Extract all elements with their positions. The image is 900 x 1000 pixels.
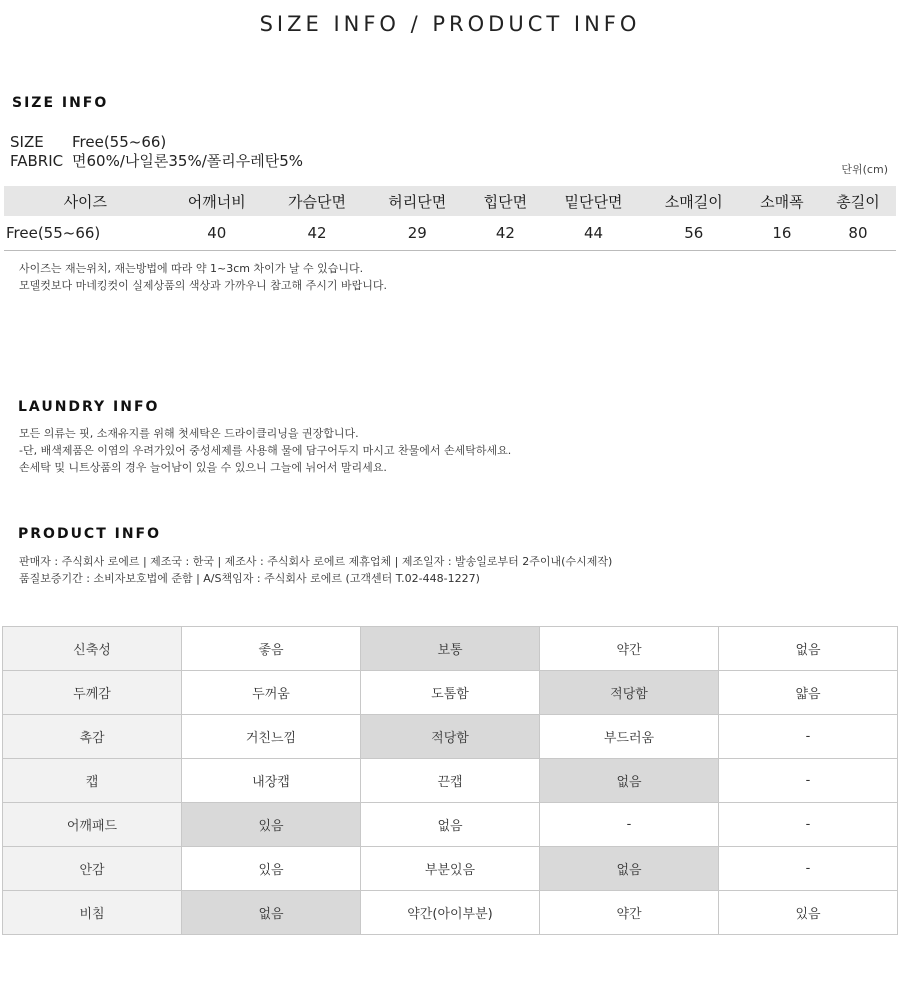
size-table: [4, 186, 896, 251]
property-row: [3, 803, 898, 847]
property-row: [3, 759, 898, 803]
property-label: 신축성: [3, 627, 182, 671]
laundry-notes: [19, 425, 511, 476]
table-row: [4, 216, 896, 251]
product-info-heading: PRODUCT INFO: [18, 526, 162, 542]
size-cell: 80: [820, 216, 896, 251]
property-option: -: [719, 847, 898, 891]
product-notes: [19, 553, 612, 587]
property-option: -: [540, 803, 719, 847]
note-line: 사이즈는 재는위치, 재는방법에 따라 약 1~3cm 차이가 날 수 있습니다.: [19, 262, 364, 275]
property-row: [3, 671, 898, 715]
size-header-cell: 가슴단면: [267, 186, 367, 216]
laundry-line: 모든 의류는 핏, 소재유지를 위해 첫세탁은 드라이클리닝을 권장합니다.: [19, 427, 359, 440]
fabric-spec: [10, 150, 303, 171]
size-header-cell: 허리단면: [367, 186, 467, 216]
property-option: 거친느낌: [182, 715, 361, 759]
property-option-selected: 보통: [361, 627, 540, 671]
property-row: [3, 847, 898, 891]
property-option: -: [719, 803, 898, 847]
property-option-selected: 적당함: [540, 671, 719, 715]
product-line: 품질보증기간 : 소비자보호법에 준함 | A/S책임자 : 주식회사 로에르 (고객센터 T.02-448-1227): [19, 572, 480, 585]
property-row: [3, 715, 898, 759]
size-cell: 29: [367, 216, 467, 251]
property-option: 약간(아이부분): [361, 891, 540, 935]
size-cell: 42: [267, 216, 367, 251]
property-option-selected: 없음: [182, 891, 361, 935]
property-label: 캡: [3, 759, 182, 803]
property-option: 끈캡: [361, 759, 540, 803]
property-option: 내장캡: [182, 759, 361, 803]
size-spec: [10, 133, 166, 151]
size-cell: 40: [167, 216, 267, 251]
property-option-selected: 없음: [540, 759, 719, 803]
property-label: 비침: [3, 891, 182, 935]
size-header-cell: 사이즈: [4, 186, 167, 216]
fabric-label: FABRIC: [10, 152, 64, 170]
property-row: [3, 627, 898, 671]
laundry-info-heading: LAUNDRY INFO: [18, 399, 160, 415]
property-option-selected: 있음: [182, 803, 361, 847]
size-header-cell: 힙단면: [467, 186, 543, 216]
property-option: 도톰함: [361, 671, 540, 715]
size-cell: 56: [644, 216, 744, 251]
size-value: Free(55~66): [72, 133, 167, 151]
size-cell: 42: [467, 216, 543, 251]
property-option: 있음: [719, 891, 898, 935]
laundry-line: -단, 배색제품은 이염의 우려가있어 중성세제를 사용해 물에 담구어두지 마시고 찬물에서 손세탁하세요.: [19, 444, 512, 457]
size-header-cell: 소매길이: [644, 186, 744, 216]
size-header-cell: 밑단단면: [543, 186, 643, 216]
property-option: 약간: [540, 891, 719, 935]
fabric-value: 면60%/나일론35%/폴리우레탄5%: [72, 152, 303, 170]
property-option: 있음: [182, 847, 361, 891]
property-table: [2, 626, 898, 935]
page-title: SIZE INFO / PRODUCT INFO: [259, 12, 641, 36]
property-row: [3, 891, 898, 935]
size-cell: 44: [543, 216, 643, 251]
property-label: 촉감: [3, 715, 182, 759]
property-option: 약간: [540, 627, 719, 671]
laundry-line: 손세탁 및 니트상품의 경우 늘어남이 있을 수 있으니 그늘에 뉘어서 말리세요.: [19, 461, 387, 474]
property-option: 없음: [719, 627, 898, 671]
property-option-selected: 없음: [540, 847, 719, 891]
property-label: 어깨패드: [3, 803, 182, 847]
size-info-heading: SIZE INFO: [12, 95, 109, 111]
size-notes: [19, 260, 387, 294]
property-option: -: [719, 759, 898, 803]
size-header-cell: 어깨너비: [167, 186, 267, 216]
size-cell: Free(55~66): [4, 216, 167, 251]
size-label: SIZE: [10, 133, 44, 151]
product-line: 판매자 : 주식회사 로에르 | 제조국 : 한국 | 제조사 : 주식회사 로에르 제휴업체 | 제조일자 : 발송일로부터 2주이내(수시제작): [19, 555, 613, 568]
size-header-cell: 소매폭: [744, 186, 820, 216]
property-option: 좋음: [182, 627, 361, 671]
size-table-header: [4, 186, 896, 216]
note-line: 모델컷보다 마네킹컷이 실제상품의 색상과 가까우니 참고해 주시기 바랍니다.: [19, 279, 388, 292]
property-option: 부드러움: [540, 715, 719, 759]
property-label: 안감: [3, 847, 182, 891]
size-header-cell: 총길이: [820, 186, 896, 216]
property-option: 없음: [361, 803, 540, 847]
property-option: 얇음: [719, 671, 898, 715]
property-option: 두꺼움: [182, 671, 361, 715]
size-cell: 16: [744, 216, 820, 251]
property-option: 부분있음: [361, 847, 540, 891]
unit-note: 단위(cm): [841, 163, 888, 176]
property-option-selected: 적당함: [361, 715, 540, 759]
property-option: -: [719, 715, 898, 759]
property-label: 두께감: [3, 671, 182, 715]
